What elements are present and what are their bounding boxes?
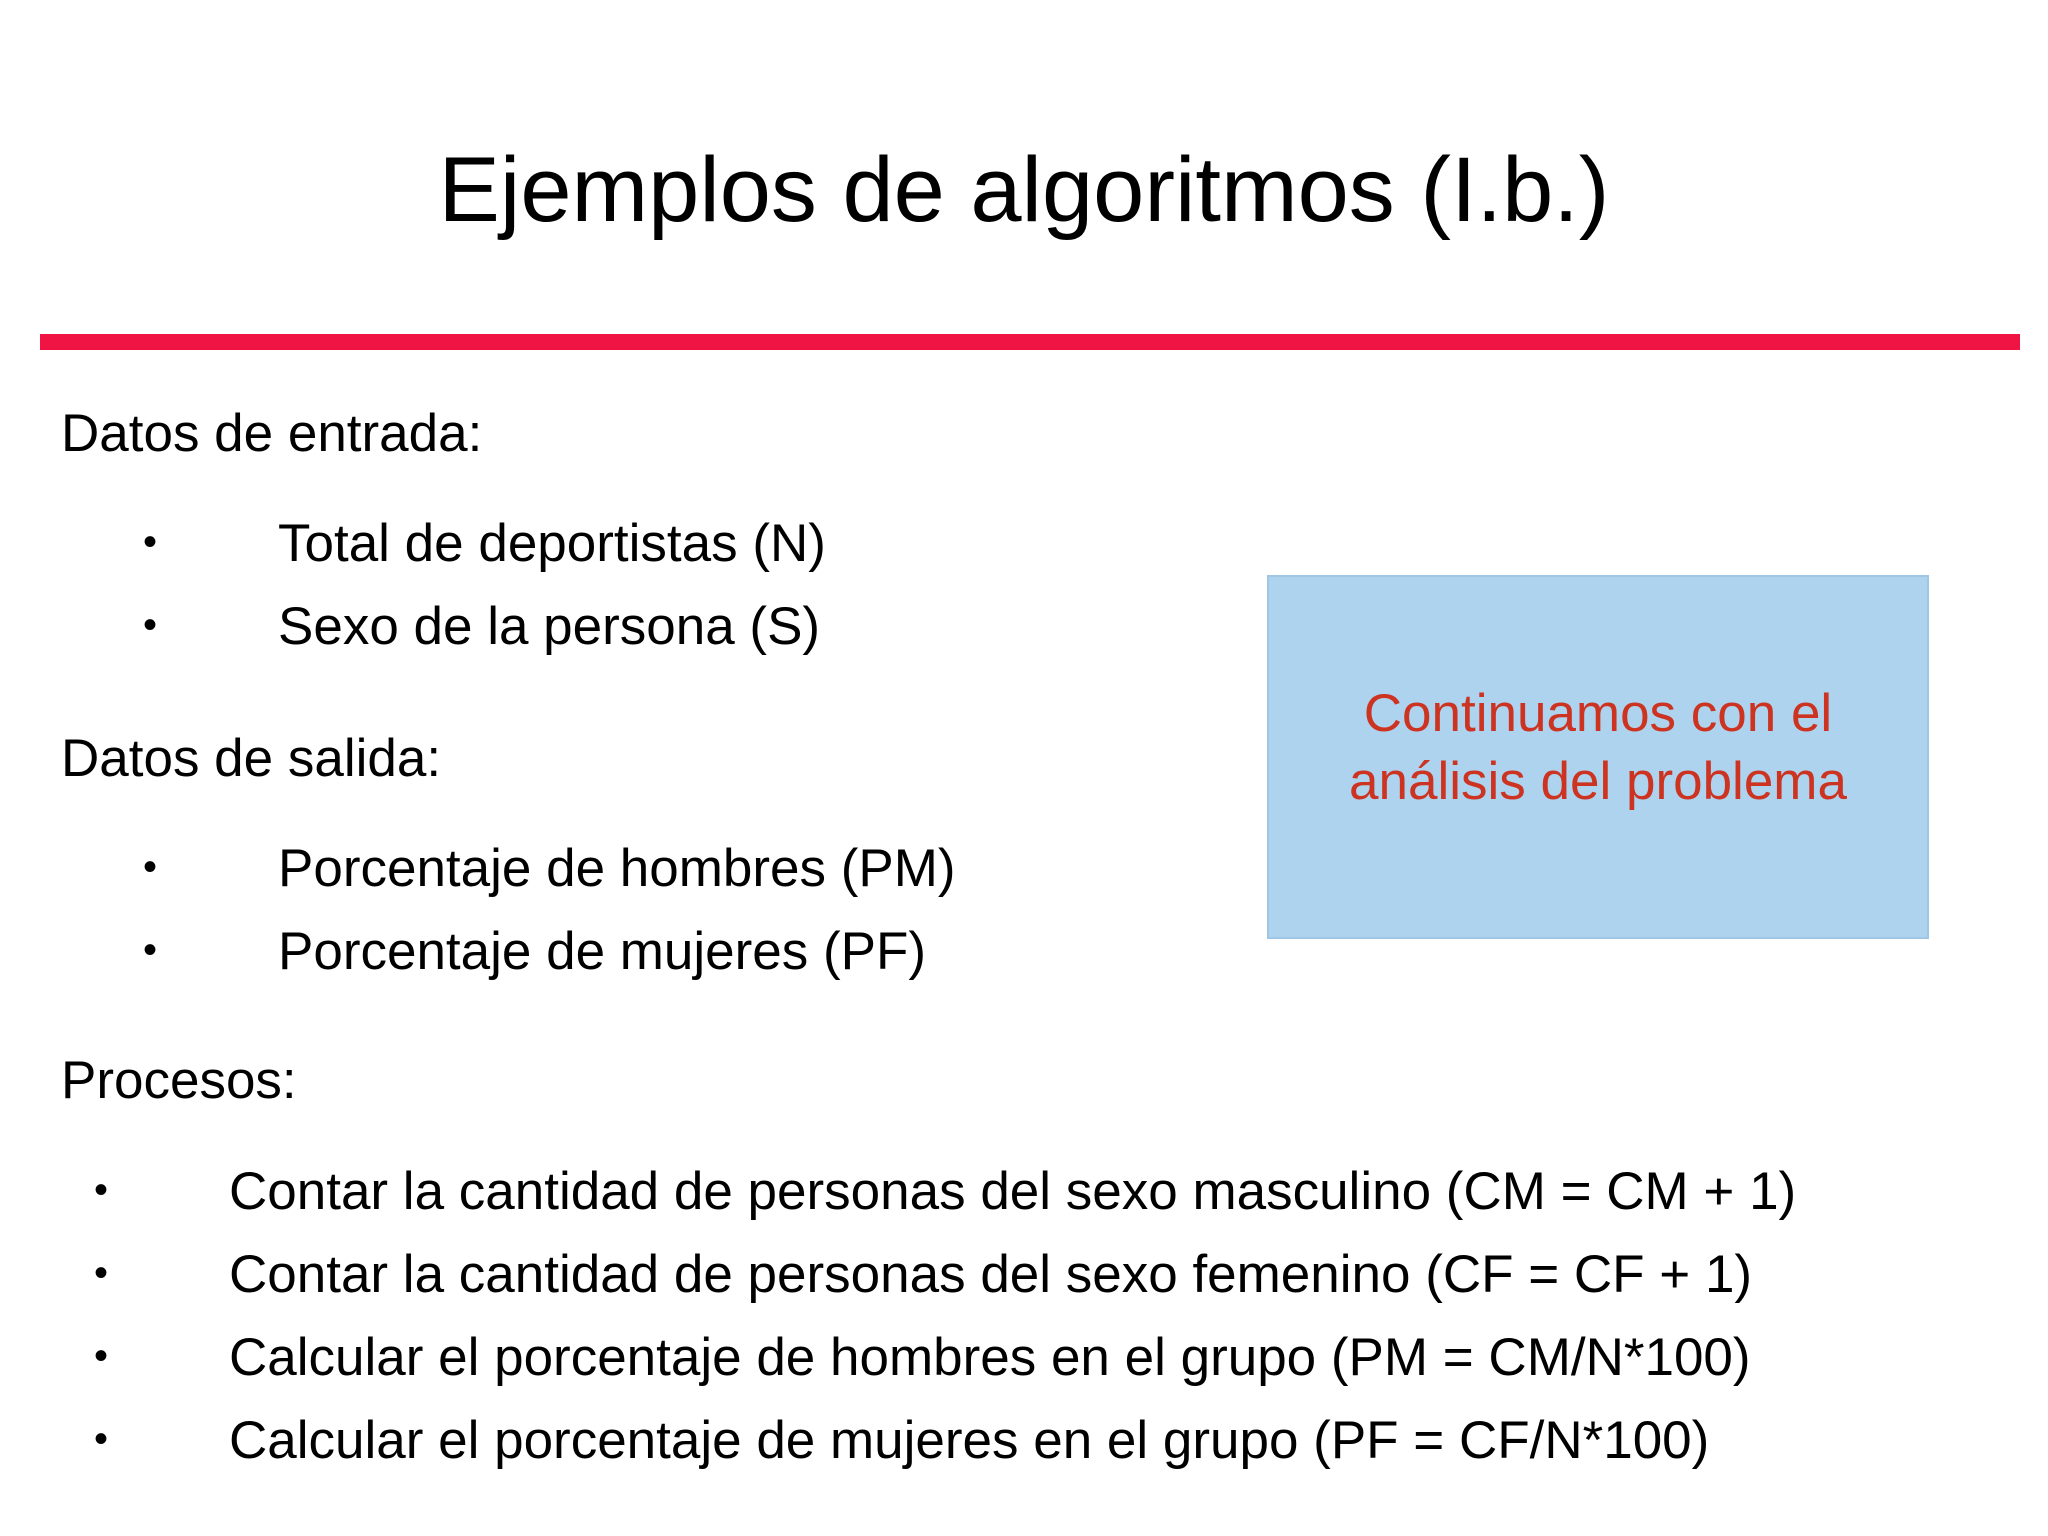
bullet-icon: • xyxy=(94,1251,109,1295)
bullet-icon: • xyxy=(94,1168,109,1212)
bullet-icon: • xyxy=(94,1417,109,1461)
callout-box xyxy=(1267,575,1929,939)
list-item-text: Contar la cantidad de personas del sexo masculino (CM = CM + 1) xyxy=(229,1162,1797,1221)
callout-text xyxy=(1349,680,1847,834)
list-item-text: Porcentaje de mujeres (PF) xyxy=(278,922,927,981)
bullet-icon: • xyxy=(143,520,158,564)
list-item-text: Sexo de la persona (S) xyxy=(278,597,821,656)
slide-title: Ejemplos de algoritmos (I.b.) xyxy=(438,139,1610,241)
list-item-text: Contar la cantidad de personas del sexo femenino (CF = CF + 1) xyxy=(229,1245,1753,1304)
bullet-icon: • xyxy=(143,603,158,647)
list-item-text: Porcentaje de hombres (PM) xyxy=(278,839,956,898)
list-item-text: Total de deportistas (N) xyxy=(278,514,826,573)
list-item-text: Calcular el porcentaje de mujeres en el grupo (PF = CF/N*100) xyxy=(229,1411,1710,1470)
inputs-heading: Datos de entrada: xyxy=(61,404,483,463)
bullet-icon: • xyxy=(143,928,158,972)
bullet-icon: • xyxy=(94,1334,109,1378)
callout-line-2: análisis del problema xyxy=(1349,752,1847,811)
outputs-heading: Datos de salida: xyxy=(61,729,442,788)
callout-line-1: Continuamos con el xyxy=(1363,684,1833,743)
title-divider xyxy=(40,334,2020,350)
list-item-text: Calcular el porcentaje de hombres en el grupo (PM = CM/N*100) xyxy=(229,1328,1751,1387)
bullet-icon: • xyxy=(143,845,158,889)
processes-heading: Procesos: xyxy=(61,1051,297,1110)
